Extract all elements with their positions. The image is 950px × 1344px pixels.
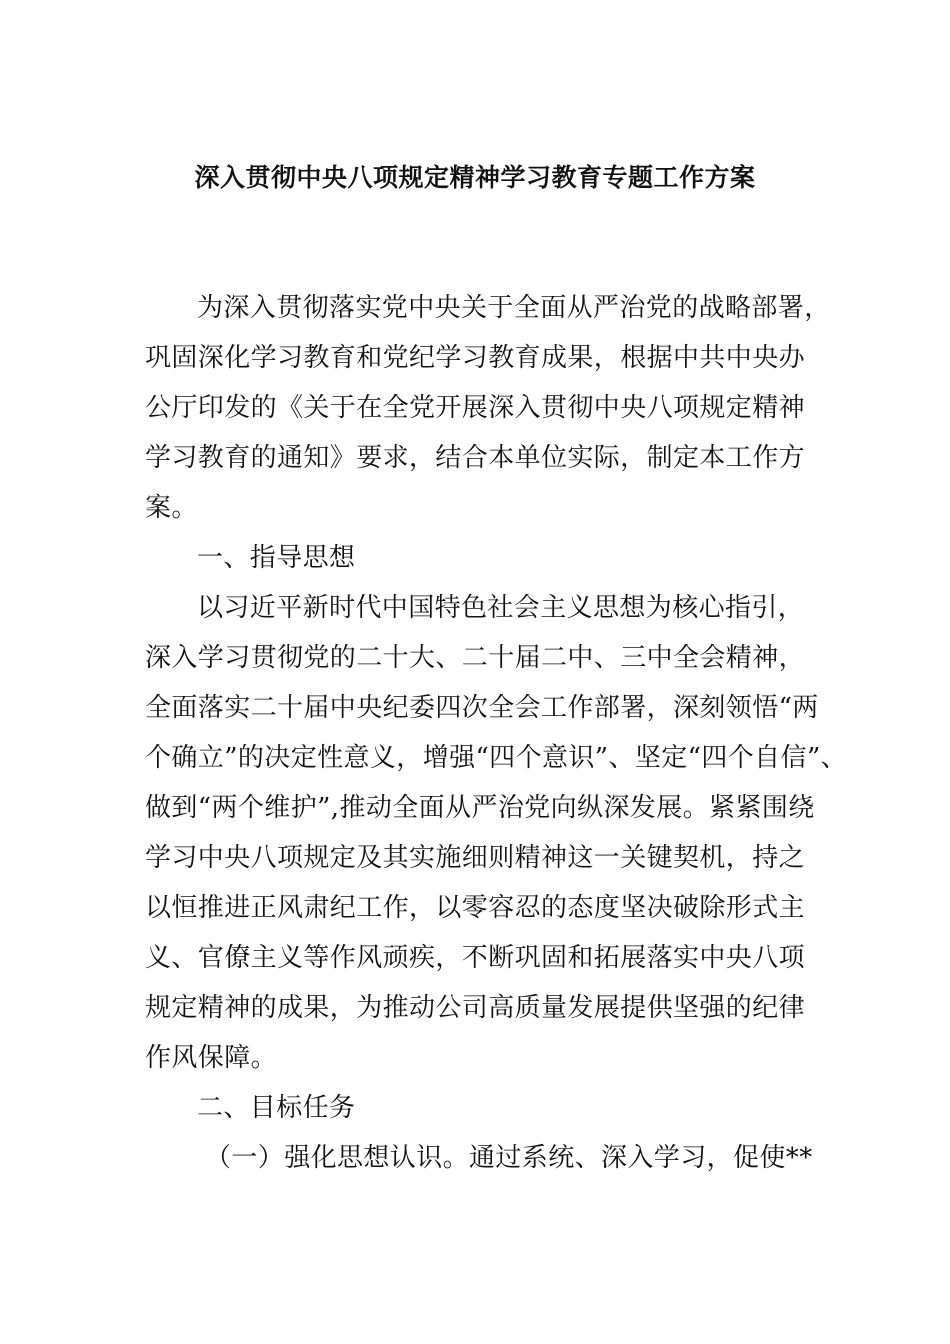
paragraph-intro [145, 283, 831, 533]
text-line: 做到“两个维护”,推动全面从严治党向纵深发展。紧紧围绕 [145, 793, 815, 823]
document-body [145, 283, 848, 1183]
text-line: 学习教育的通知》要求，结合本单位实际，制定本工作方 [145, 443, 806, 473]
text-line: 作风保障。 [145, 1043, 278, 1073]
text-line: 为深入贯彻落实党中央关于全面从严治党的战略部署， [197, 293, 831, 323]
text-line: 案。 [145, 493, 198, 523]
section-heading: 一、指导思想 [197, 543, 356, 573]
text-line: 以恒推进正风肃纪工作，以零容忍的态度坚决破除形式主 [145, 893, 806, 923]
text-line: 义、官僚主义等作风顽疾，不断巩固和拓展落实中央八项 [145, 943, 806, 973]
paragraph-guiding-thought [145, 583, 848, 1083]
section-heading-goals-tasks [145, 1083, 825, 1133]
text-line: （一）强化思想认识。通过系统、深入学习，促使** [205, 1143, 813, 1173]
text-line: 巩固深化学习教育和党纪学习教育成果，根据中共中央办 [145, 343, 806, 373]
text-line: 规定精神的成果，为推动公司高质量发展提供坚强的纪律 [145, 993, 806, 1023]
document-title: 深入贯彻中央八项规定精神学习教育专题工作方案 [194, 163, 756, 192]
text-line: 深入学习贯彻党的二十大、二十届二中、三中全会精神， [145, 643, 806, 673]
section-heading-guiding-thought [145, 533, 825, 583]
section-heading: 二、目标任务 [197, 1093, 356, 1123]
text-line: 个确立”的决定性意义，增强“四个意识”、坚定“四个自信”、 [145, 743, 848, 773]
text-line: 以习近平新时代中国特色社会主义思想为核心指引， [197, 593, 805, 623]
text-line: 全面落实二十届中央纪委四次全会工作部署，深刻领悟“两 [145, 693, 819, 723]
paragraph-task-1 [145, 1133, 825, 1183]
text-line: 公厅印发的《关于在全党开展深入贯彻中央八项规定精神 [145, 393, 806, 423]
text-line: 学习中央八项规定及其实施细则精神这一关键契机，持之 [145, 843, 806, 873]
